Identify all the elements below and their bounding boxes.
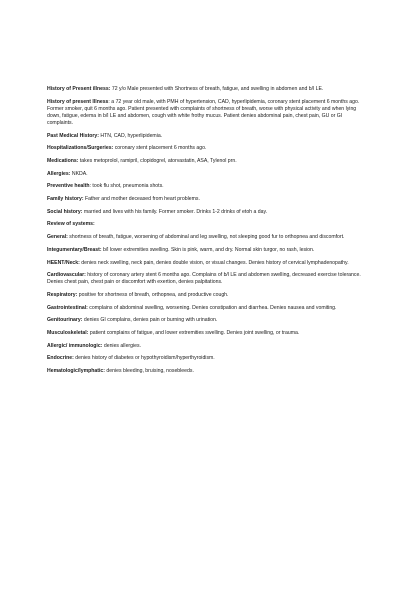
document-page — [47, 86, 365, 381]
family-history-text: Father and mother deceased from heart problems. — [83, 196, 200, 203]
ros-integumentary-paragraph — [47, 247, 365, 254]
ros-integumentary-label: Integumentary/Breast: — [47, 246, 102, 253]
ros-musculoskeletal-text: patient complains of fatigue, and lower extremities swelling. Denies joint swelling, or trauma. — [88, 330, 300, 337]
allergies-label: Allergies: — [47, 170, 71, 177]
review-of-systems-heading — [47, 221, 365, 228]
ros-general-text: shortness of breath, fatigue, worsening of abdominal and leg swelling, not sleeping good fur to orthopnea and discomfort. — [67, 234, 345, 241]
hospitalizations-label: Hospitalizations/Surgeries: — [47, 145, 114, 152]
past-medical-history-text: HTN, CAD, hyperlipidemia. — [99, 132, 163, 139]
hpi-detail-text: : a 72 year old male, with PMH of hypertension, CAD, hyperlipidemia, coronary stent placement 6 months ago. Former smoker, quit 6 months ago. Patient presented with complaints of shortness of breath, worse with physical activity and when lying down, fatigue, edema in b/l LE and abdomen, cough with white frothy mucus. Patient denies abdominal pain, chest pain, GU or GI complaints. — [47, 98, 360, 126]
ros-heent-text: denies neck swelling, neck pain, denies double vision, or visual changes. Denies history of cervical lymphadenopathy. — [79, 259, 349, 266]
ros-genitourinary-label: Genitourinary: — [47, 317, 83, 324]
ros-gastrointestinal-text: complains of abdominal swelling, worsening. Denies constipation and diarrhea. Denies nausea and vomiting. — [87, 304, 337, 311]
family-history-paragraph — [47, 196, 365, 203]
hpi-detail-label: History of present Illness — [47, 98, 109, 105]
medications-text: takes metoprolol, ramipril, clopidogrel, atorvastatin, ASA, Tylenol prn. — [78, 158, 237, 165]
social-history-text: married and lives with his family. Former smoker. Drinks 1-2 drinks of etoh a day. — [82, 208, 268, 215]
past-medical-history-label: Past Medical History: — [47, 132, 99, 139]
hospitalizations-text: coronary stent placement 6 months ago. — [113, 145, 207, 152]
preventive-health-label: Preventive health — [47, 183, 90, 190]
ros-cardiovascular-text: history of coronary artery stent 6 months ago. Complains of b/l LE and abdomen swelling, decreased exercise tolerance. Denies chest pain, chest pain or discomfort with exertion, denies palpitations. — [47, 272, 361, 286]
ros-endocrine-label: Endocrine: — [47, 355, 74, 362]
ros-allergic-text: denies allergies. — [102, 342, 141, 349]
preventive-health-text: : took flu shot, pneumonia shots. — [89, 183, 164, 190]
ros-respiratory-paragraph — [47, 292, 365, 299]
ros-respiratory-text: positive for shortness of breath, orthopnea, and productive cough. — [77, 292, 229, 298]
ros-endocrine-paragraph — [47, 355, 365, 362]
ros-allergic-paragraph — [47, 343, 365, 350]
social-history-paragraph — [47, 209, 365, 216]
ros-heent-label: HEENT/Neck: — [47, 259, 80, 266]
review-of-systems-label: Review of systems: — [47, 221, 95, 228]
allergies-paragraph — [47, 171, 365, 178]
ros-endocrine-text: denies history of diabetes or hypothyroidism/hyperthyroidism. — [73, 355, 215, 362]
hpi-summary-paragraph — [47, 86, 365, 93]
hpi-detail-paragraph — [47, 99, 365, 127]
ros-gastrointestinal-label: Gastrointestinal: — [47, 304, 88, 311]
ros-general-paragraph — [47, 234, 365, 241]
ros-genitourinary-text: denies GI complains, denies pain or burning with urination. — [82, 317, 218, 324]
allergies-text: NKDA. — [70, 170, 88, 177]
ros-gastrointestinal-paragraph — [47, 305, 365, 312]
ros-hematologic-label: Hematologic/lymphatic: — [47, 368, 105, 375]
preventive-health-paragraph — [47, 183, 365, 190]
ros-general-label: General: — [47, 234, 68, 241]
ros-hematologic-paragraph — [47, 368, 365, 375]
social-history-label: Social history: — [47, 208, 83, 215]
ros-respiratory-label: Respiratory: — [47, 292, 78, 298]
ros-cardiovascular-paragraph — [47, 272, 365, 286]
hospitalizations-paragraph — [47, 145, 365, 152]
ros-cardiovascular-label: Cardiovascular: — [47, 272, 86, 279]
ros-heent-paragraph — [47, 260, 365, 267]
ros-musculoskeletal-label: Musculoskeletal: — [47, 330, 89, 337]
family-history-label: Family history: — [47, 196, 84, 203]
hpi-summary-text: 72 y/o Male presented with Shortness of breath, fatigue, and swelling in abdomen and b/l LE. — [110, 86, 324, 92]
ros-genitourinary-paragraph — [47, 317, 365, 324]
ros-hematologic-text: denies bleeding, bruising, nosebleeds. — [105, 368, 194, 375]
ros-integumentary-text: b/l lower extremities swelling. Skin is pink, warm, and dry. Normal skin turgor, no rash, lesion. — [101, 246, 315, 253]
ros-musculoskeletal-paragraph — [47, 330, 365, 337]
medications-label: Medications: — [47, 158, 79, 165]
hpi-summary-label: History of Present illness: — [47, 86, 111, 92]
ros-allergic-label: Allergic/ immunologic: — [47, 342, 103, 349]
past-medical-history-paragraph — [47, 133, 365, 140]
medications-paragraph — [47, 158, 365, 165]
